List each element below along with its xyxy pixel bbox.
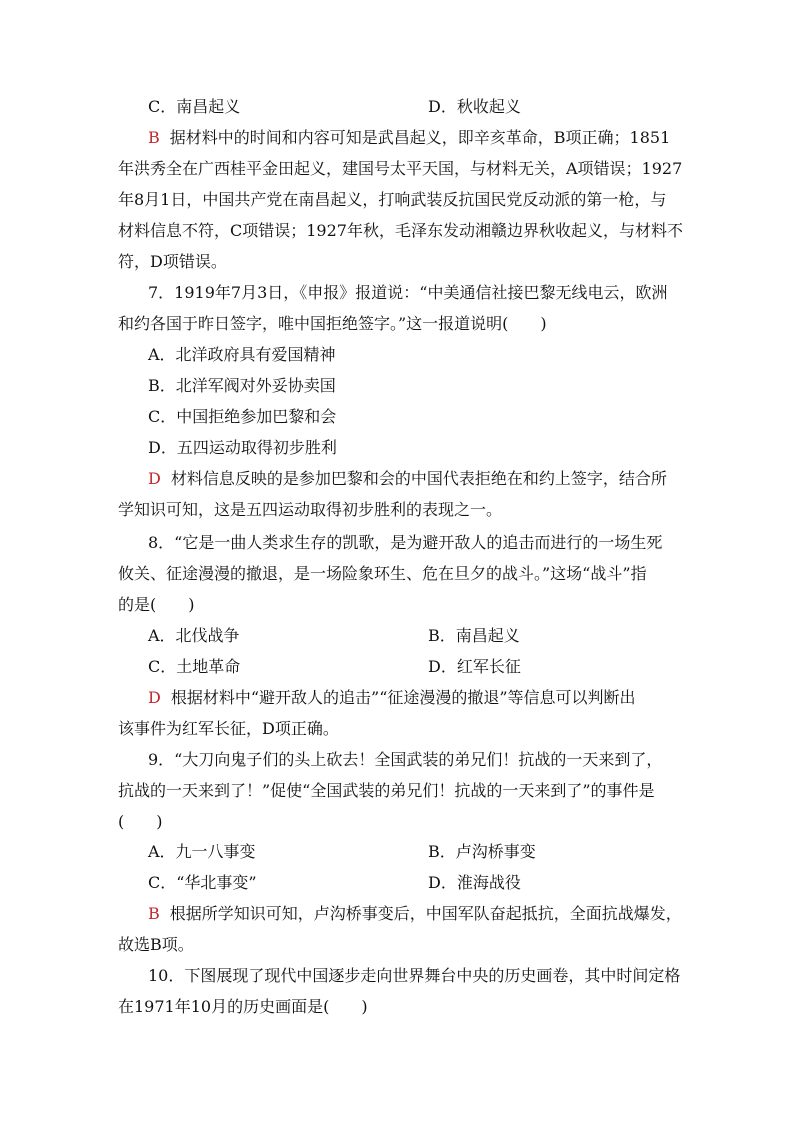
q8-stem-line-3: 的是( ) — [118, 595, 195, 614]
q6-explanation-line-1: B 据材料中的时间和内容可知是武昌起义，即辛亥革命，B项正确；1851 — [148, 128, 671, 147]
q7-explanation-line-2: 学知识可知，这是五四运动取得初步胜利的表现之一。 — [118, 500, 503, 519]
q7-option-b: B．北洋军阀对外妥协卖国 — [148, 376, 336, 395]
q8-explanation-line-2: 该事件为红军长征，D项正确。 — [118, 719, 339, 738]
q6-explanation-line-4: 材料信息不符，C项错误；1927年秋，毛泽东发动湘赣边界秋收起义，与材料不 — [118, 221, 683, 240]
q9-explanation-line-2: 故选B项。 — [118, 935, 194, 954]
q6-option-c: C．南昌起义 — [148, 97, 241, 116]
q9-option-a: A．九一八事变 — [148, 842, 256, 861]
q7-answer-letter: D — [148, 469, 161, 488]
q7-option-c: C．中国拒绝参加巴黎和会 — [148, 407, 337, 426]
q6-explanation-line-2: 年洪秀全在广西桂平金田起义，建国号太平天国，与材料无关，A项错误；1927 — [118, 159, 683, 178]
q8-option-c: C．土地革命 — [148, 657, 241, 676]
q7-option-a: A．北洋政府具有爱国精神 — [148, 345, 336, 364]
q6-explanation-line-3: 年8月1日，中国共产党在南昌起义，打响武装反抗国民党反动派的第一枪，与 — [118, 190, 667, 209]
q9-stem-line-2: 抗战的一天来到了！”促使“全国武装的弟兄们！抗战的一天来到了”的事件是 — [118, 781, 655, 800]
q8-options-row-ab — [148, 626, 710, 646]
q8-stem-line-2: 攸关、征途漫漫的撤退，是一场险象环生、危在旦夕的战斗。”这场“战斗”指 — [118, 564, 647, 583]
q8-option-a: A．北伐战争 — [148, 626, 240, 645]
q8-options-row-cd — [148, 657, 710, 677]
q6-option-d: D．秋收起义 — [428, 97, 521, 116]
q6-options-row-cd — [148, 97, 710, 117]
q8-option-d: D．红军长征 — [428, 657, 521, 676]
q9-explanation-line-1: B 根据所学知识可知，卢沟桥事变后，中国军队奋起抵抗，全面抗战爆发， — [148, 904, 682, 923]
q8-stem-line-1: 8．“它是一曲人类求生存的凯歌，是为避开敌人的追击而进行的一场生死 — [148, 533, 663, 552]
q8-explanation-line-1: D 根据材料中“避开敌人的追击”“征途漫漫的撤退”等信息可以判断出 — [148, 688, 636, 707]
q8-option-b: B．南昌起义 — [428, 626, 520, 645]
q9-answer-letter: B — [148, 904, 160, 923]
q9-option-c: C．“华北事变” — [148, 873, 257, 892]
q9-options-row-ab — [148, 842, 710, 862]
q9-options-row-cd — [148, 873, 710, 893]
q8-answer-letter: D — [148, 688, 161, 707]
q7-stem-line-1: 7．1919年7月3日，《申报》报道说：“中美通信社接巴黎无线电云，欧洲 — [148, 283, 668, 302]
q10-stem-line-1: 10．下图展现了现代中国逐步走向世界舞台中央的历史画卷，其中时间定格 — [148, 966, 681, 985]
q7-stem-line-2: 和约各国于昨日签字，唯中国拒绝签字。”这一报道说明( ) — [118, 314, 547, 333]
q9-stem-line-3: ( ) — [118, 812, 163, 831]
q9-stem-line-1: 9．“大刀向鬼子们的头上砍去！全国武装的弟兄们！抗战的一天来到了， — [148, 750, 663, 769]
q9-option-d: D．淮海战役 — [428, 873, 521, 892]
q6-answer-letter: B — [148, 128, 160, 147]
q10-stem-line-2: 在1971年10月的历史画面是( ) — [118, 997, 368, 1016]
q7-explanation-line-1: D 材料信息反映的是参加巴黎和会的中国代表拒绝在和约上签字，结合所 — [148, 469, 667, 488]
q7-option-d: D．五四运动取得初步胜利 — [148, 438, 337, 457]
q6-explanation-line-5: 符，D项错误。 — [118, 252, 227, 271]
q9-option-b: B．卢沟桥事变 — [428, 842, 536, 861]
